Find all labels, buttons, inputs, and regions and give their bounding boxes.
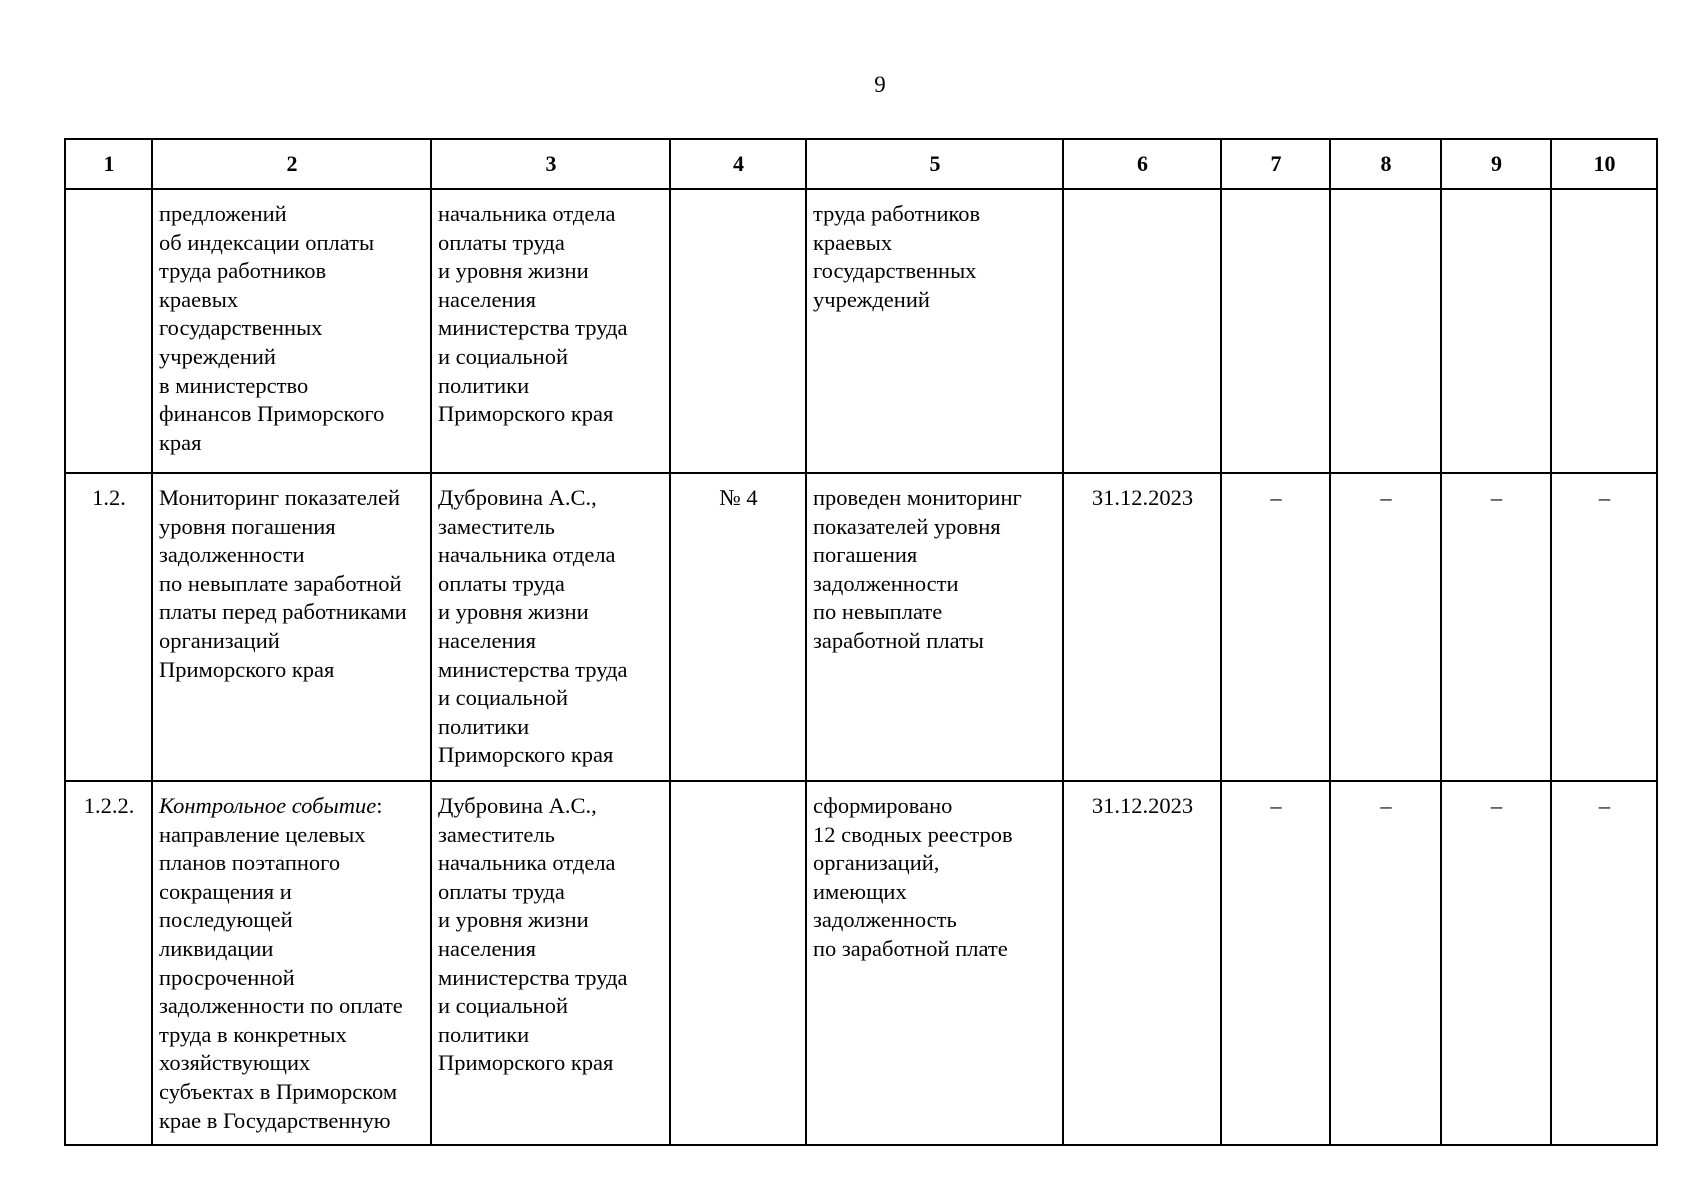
row-number-cell (65, 189, 152, 473)
value-cell (1551, 189, 1657, 473)
result-cell: труда работников краевых государственных учреждений (806, 189, 1063, 473)
value-cell: – (1330, 473, 1441, 781)
indicator-cell (670, 189, 806, 473)
responsible-cell: начальника отдела оплаты труда и уровня жизни населения министерства труда и социальной политики Приморского края (431, 189, 670, 473)
plan-table (64, 138, 1658, 1146)
column-header: 3 (431, 139, 670, 189)
value-cell: – (1330, 781, 1441, 1145)
column-header: 2 (152, 139, 431, 189)
date-cell (1063, 189, 1221, 473)
table-header-row (65, 139, 1657, 189)
date-cell: 31.12.2023 (1063, 473, 1221, 781)
result-cell: проведен мониторинг показателей уровня погашения задолженности по невыплате заработной платы (806, 473, 1063, 781)
column-header: 7 (1221, 139, 1330, 189)
column-header: 8 (1330, 139, 1441, 189)
column-header: 6 (1063, 139, 1221, 189)
column-header: 1 (65, 139, 152, 189)
activity-name-cell: Мониторинг показателей уровня погашения задолженности по невыплате заработной платы перед работниками организаций Приморского края (152, 473, 431, 781)
value-cell (1221, 189, 1330, 473)
value-cell: – (1441, 473, 1551, 781)
column-header: 4 (670, 139, 806, 189)
indicator-cell (670, 781, 806, 1145)
indicator-cell: № 4 (670, 473, 806, 781)
value-cell (1441, 189, 1551, 473)
date-cell: 31.12.2023 (1063, 781, 1221, 1145)
table-row (65, 781, 1657, 1145)
control-event-label: Контрольное событие (159, 793, 377, 818)
value-cell (1330, 189, 1441, 473)
responsible-cell: Дубровина А.С., заместитель начальника отдела оплаты труда и уровня жизни населения министерства труда и социальной политики Приморского края (431, 781, 670, 1145)
row-number-cell: 1.2. (65, 473, 152, 781)
column-header: 10 (1551, 139, 1657, 189)
row-number-cell: 1.2.2. (65, 781, 152, 1145)
column-header: 5 (806, 139, 1063, 189)
page-number: 9 (874, 72, 886, 97)
column-header: 9 (1441, 139, 1551, 189)
value-cell: – (1441, 781, 1551, 1145)
responsible-cell: Дубровина А.С., заместитель начальника отдела оплаты труда и уровня жизни населения министерства труда и социальной политики Приморского края (431, 473, 670, 781)
value-cell: – (1221, 473, 1330, 781)
control-event-colon: : (376, 793, 383, 818)
value-cell: – (1551, 781, 1657, 1145)
table-row (65, 189, 1657, 473)
value-cell: – (1551, 473, 1657, 781)
value-cell: – (1221, 781, 1330, 1145)
activity-name-cell (152, 781, 431, 1145)
table-row (65, 473, 1657, 781)
activity-name-text: направление целевых планов поэтапного сокращения и последующей ликвидации просроченной задолженности по оплате труда в конкретных хозяйствующих субъектах в Приморском крае в Государственную (159, 821, 403, 1133)
result-cell: сформировано 12 сводных реестров организаций, имеющих задолженность по заработной плате (806, 781, 1063, 1145)
activity-name-cell: предложений об индексации оплаты труда работников краевых государственных учреждений в министерство финансов Приморского края (152, 189, 431, 473)
